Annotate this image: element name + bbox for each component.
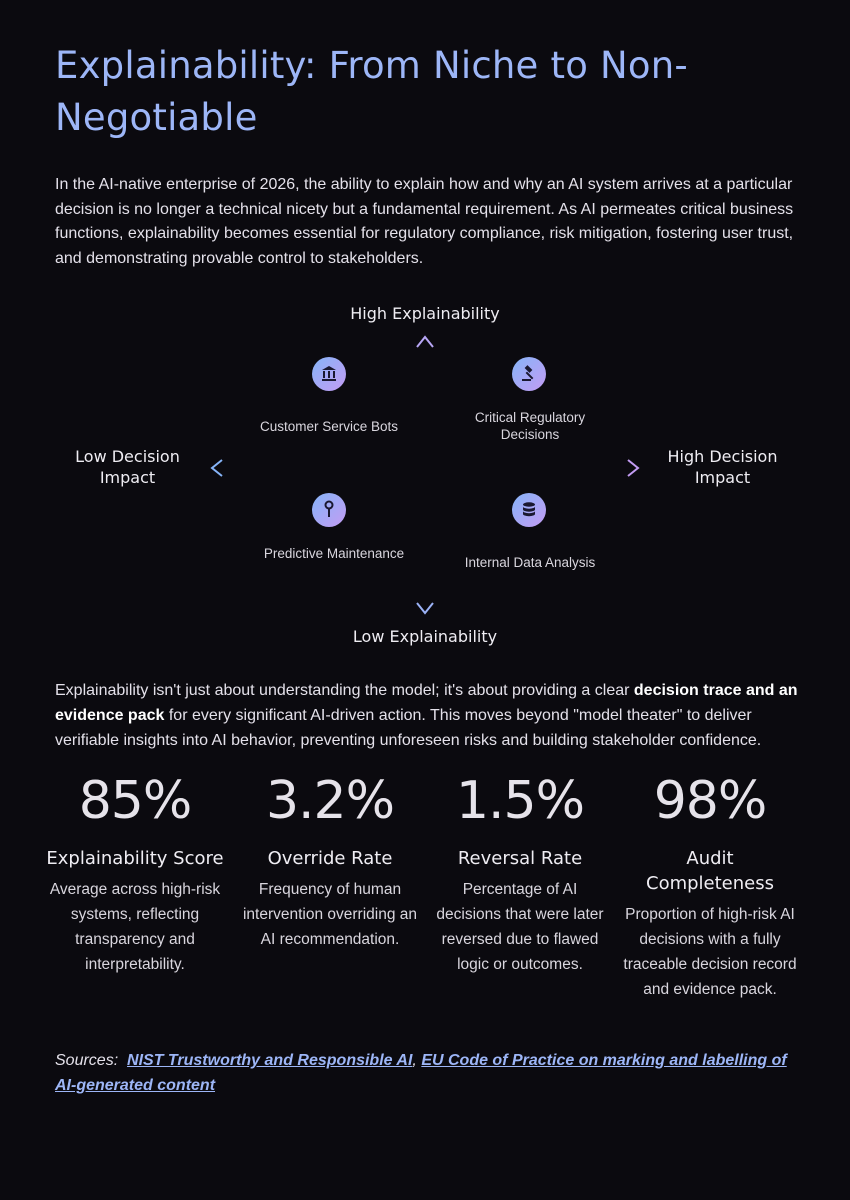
stat-value: 1.5%: [455, 771, 585, 831]
wrench-icon: [312, 493, 346, 527]
axis-label-left: Low Decision Impact: [75, 447, 180, 487]
stat-value: 3.2%: [265, 771, 395, 831]
axis-label-top: High Explainability: [350, 304, 500, 323]
gavel-icon: [512, 357, 546, 391]
para2-text-before: Explainability isn't just about understanding the model; it's about providing a clear: [55, 682, 634, 699]
stats-row: [45, 770, 805, 1035]
axis-label-right: High Decision Impact: [667, 447, 778, 487]
intro-paragraph: In the AI-native enterprise of 2026, the ability to explain how and why an AI system arrives at a particular decision is no longer a technical nicety but a fundamental requirement. As AI permeates critical business functions, explainability becomes essential for regulatory compliance, risk mitigation, fostering user trust, and demonstrating provable control to stakeholders.: [55, 176, 794, 267]
para2-text-after: for every significant AI-driven action. This moves beyond "model theater" to deliver verifiable insights into AI behavior, preventing unforeseen risks and building stakeholder confidence.: [55, 707, 762, 749]
para2-bold-text: decision trace and an evidence pack: [55, 682, 798, 724]
quadrant-label-top-right: Critical Regulatory Decisions: [474, 410, 586, 442]
stat-description: Average across high-risk systems, reflecting transparency and interpretability.: [49, 881, 221, 973]
stat-name: Reversal Rate: [457, 848, 583, 869]
stat-name: Audit Completeness: [646, 848, 774, 894]
quadrant-label-top-left: Customer Service Bots: [259, 419, 399, 434]
stat-description: Frequency of human intervention overriding an AI recommendation.: [242, 881, 418, 948]
database-icon: [512, 493, 546, 527]
stat-description: Percentage of AI decisions that were later reversed due to flawed logic or outcomes.: [436, 881, 604, 973]
sources-label: Sources:: [55, 1052, 119, 1069]
sources-separator: ,: [412, 1052, 417, 1069]
page-title: Explainability: From Niche to Non-Negotiable: [55, 44, 688, 139]
stat-name: Override Rate: [267, 848, 393, 869]
stat-description: Proportion of high-risk AI decisions with a fully traceable decision record and evidence pack.: [623, 906, 797, 998]
stat-value: 85%: [78, 771, 192, 831]
decision-trace-paragraph: [55, 678, 800, 753]
stat-audit-completeness: [620, 770, 800, 1002]
quadrant-label-bottom-right: Internal Data Analysis: [464, 555, 596, 570]
stat-value: 98%: [653, 771, 767, 831]
source-link-eu-code[interactable]: EU Code of Practice on marking and labelling of AI-generated content: [55, 1052, 787, 1094]
stat-reversal-rate: [430, 770, 610, 977]
explainability-matrix: [0, 295, 850, 655]
bank-icon: [312, 357, 346, 391]
vertical-axis: [417, 337, 433, 613]
stat-name: Explainability Score: [46, 848, 224, 869]
source-link-nist[interactable]: NIST Trustworthy and Responsible AI: [127, 1052, 413, 1069]
quadrant-label-bottom-left: Predictive Maintenance: [263, 546, 405, 561]
sources: [55, 1048, 800, 1098]
axis-label-bottom: Low Explainability: [352, 627, 498, 646]
stat-override-rate: [240, 770, 420, 952]
stat-explainability-score: [45, 770, 225, 977]
